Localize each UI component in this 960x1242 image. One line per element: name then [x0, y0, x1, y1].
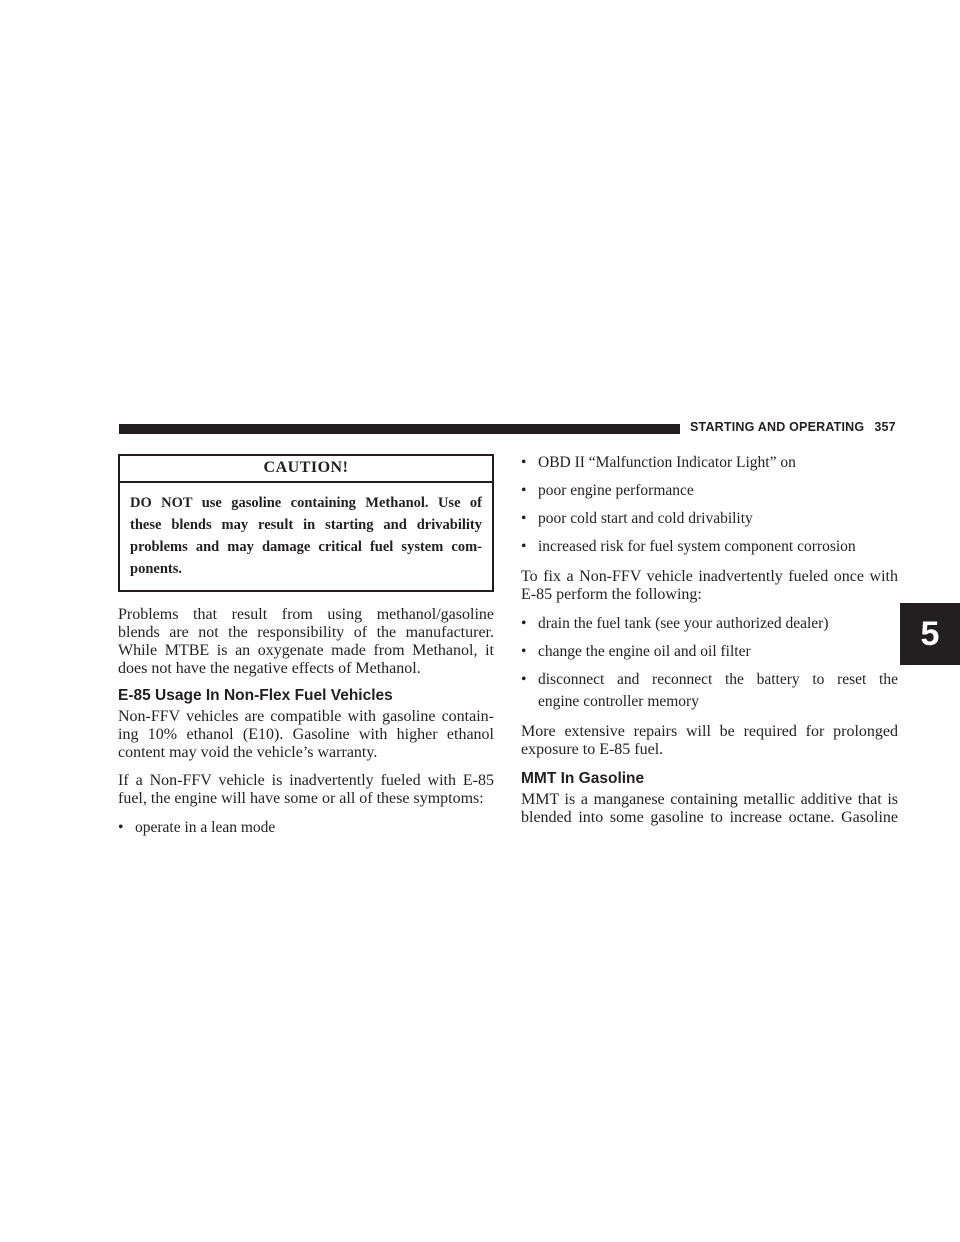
bullet-icon: • [521, 510, 527, 527]
text-line: Problems that result from using methanol/gasoline [118, 606, 494, 623]
list-item [118, 817, 494, 839]
list-item-text: disconnect and reconnect the battery to reset the [538, 671, 898, 688]
bullet-icon: • [521, 454, 527, 471]
list-item-text: change the engine oil and oil filter [538, 643, 751, 660]
bullet-icon: • [521, 615, 527, 632]
list-item-text: engine controller memory [538, 693, 699, 710]
list-item-text: poor engine performance [538, 482, 694, 499]
bullet-icon: • [118, 819, 124, 836]
list-item [521, 641, 898, 663]
text-line: fuel, the engine will have some or all of these symptoms: [118, 790, 484, 807]
e85-heading: E-85 Usage In Non-Flex Fuel Vehicles [118, 687, 393, 704]
text-line: E-85 perform the following: [521, 586, 702, 603]
text-line: If a Non-FFV vehicle is inadvertently fueled with E-85 [118, 772, 494, 789]
fix-intro-paragraph [521, 568, 898, 604]
caution-title: CAUTION! [120, 456, 492, 483]
text-line: MMT is a manganese containing metallic additive that is [521, 791, 898, 808]
left-column [118, 454, 494, 839]
mmt-heading: MMT In Gasoline [521, 770, 645, 787]
caution-line: ponents. [130, 561, 182, 577]
bullet-icon: • [521, 482, 527, 499]
compatibility-paragraph [118, 708, 494, 762]
caution-line: DO NOT use gasoline containing Methanol. Use of [130, 495, 482, 511]
text-line: More extensive repairs will be required for prolonged [521, 723, 898, 740]
text-line: ing 10% ethanol (E10). Gasoline with higher ethanol [118, 726, 494, 743]
list-item [521, 536, 898, 558]
caution-line: these blends may result in starting and drivability [130, 517, 482, 533]
list-item [521, 508, 898, 530]
list-item [521, 480, 898, 502]
right-column [521, 452, 898, 827]
repairs-paragraph [521, 723, 898, 759]
list-item-text: OBD II “Malfunction Indicator Light” on [538, 454, 796, 471]
mmt-paragraph [521, 791, 898, 827]
caution-line: problems and may damage critical fuel system com- [130, 539, 482, 555]
list-item [521, 452, 898, 474]
text-line: blends are not the responsibility of the manufacturer. [118, 624, 494, 641]
bullet-icon: • [521, 643, 527, 660]
symptoms-intro-paragraph [118, 772, 494, 808]
list-item [521, 669, 898, 713]
text-line: blended into some gasoline to increase octane. Gasoline [521, 809, 898, 826]
text-line: exposure to E-85 fuel. [521, 741, 664, 758]
page-number: 357 [874, 420, 896, 434]
text-line: does not have the negative effects of Methanol. [118, 660, 421, 677]
section-title: STARTING AND OPERATING [690, 420, 865, 434]
text-line: content may void the vehicle’s warranty. [118, 744, 378, 761]
text-line: Non-FFV vehicles are compatible with gasoline contain- [118, 708, 494, 725]
caution-text [120, 483, 492, 590]
text-line: While MTBE is an oxygenate made from Methanol, it [118, 642, 494, 659]
bullet-icon: • [521, 671, 527, 688]
running-header [690, 420, 910, 434]
bullet-icon: • [521, 538, 527, 555]
list-item-text: drain the fuel tank (see your authorized dealer) [538, 615, 829, 632]
text-line: To fix a Non-FFV vehicle inadvertently fueled once with [521, 568, 898, 585]
chapter-tab: 5 [900, 603, 960, 665]
list-item-text: increased risk for fuel system component corrosion [538, 538, 856, 555]
list-item [521, 613, 898, 635]
header-rule [119, 424, 680, 434]
list-item-text: operate in a lean mode [135, 819, 276, 836]
methanol-paragraph [118, 606, 494, 678]
list-item-text: poor cold start and cold drivability [538, 510, 753, 527]
caution-box [118, 454, 494, 592]
